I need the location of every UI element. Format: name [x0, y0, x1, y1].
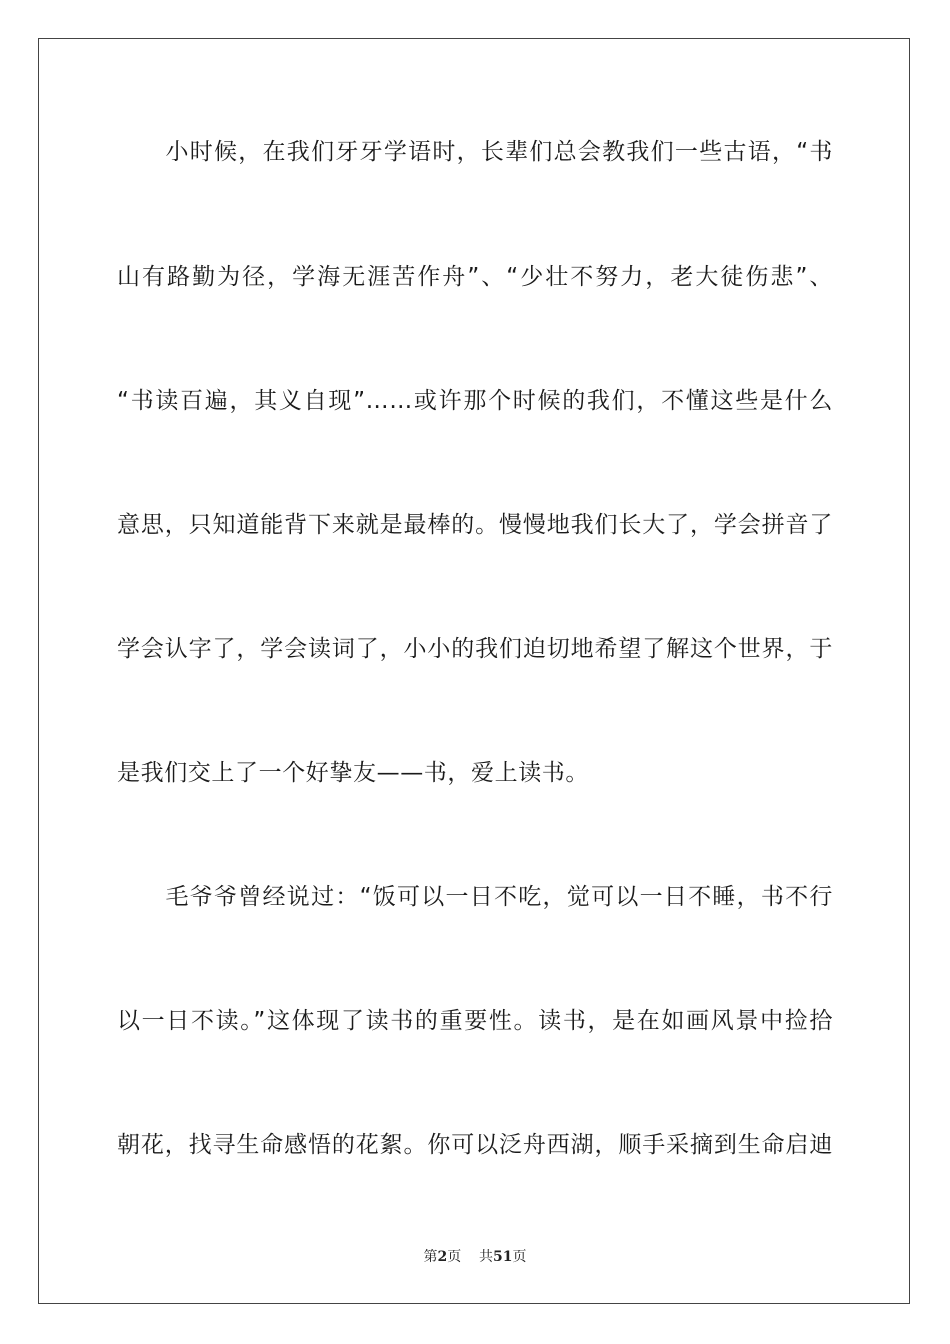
text-line: 小时候，在我们牙牙学语时，长辈们总会教我们一些古语，“书: [117, 139, 833, 165]
page-suffix: 页: [447, 1249, 462, 1265]
page-number: 2: [437, 1249, 448, 1265]
text-line: 以一日不读。”这体现了读书的重要性。读书，是在如画风景中捡拾: [117, 1008, 833, 1034]
text-line: “书读百遍，其义自现”……或许那个时候的我们，不懂这些是什么: [117, 388, 833, 414]
text-line: 山有路勤为径，学海无涯苦作舟”、“少壮不努力，老大徒伤悲”、: [117, 264, 833, 290]
text-line: 意思，只知道能背下来就是最棒的。慢慢地我们长大了，学会拼音了: [117, 512, 833, 538]
text-line: 学会认字了，学会读词了，小小的我们迫切地希望了解这个世界，于: [117, 636, 833, 662]
total-pages: 51: [493, 1249, 513, 1265]
page-border: [38, 38, 910, 1304]
text-line: 是我们交上了一个好挚友——书，爱上读书。: [117, 760, 589, 786]
text-line: 毛爷爷曾经说过：“饭可以一日不吃，觉可以一日不睡，书不行: [117, 884, 833, 910]
page-prefix: 第: [423, 1249, 438, 1265]
total-prefix: 共: [479, 1249, 494, 1265]
total-suffix: 页: [512, 1249, 527, 1265]
page-footer: [0, 1246, 950, 1266]
text-line: 朝花，找寻生命感悟的花絮。你可以泛舟西湖，顺手采摘到生命启迪: [117, 1132, 833, 1158]
